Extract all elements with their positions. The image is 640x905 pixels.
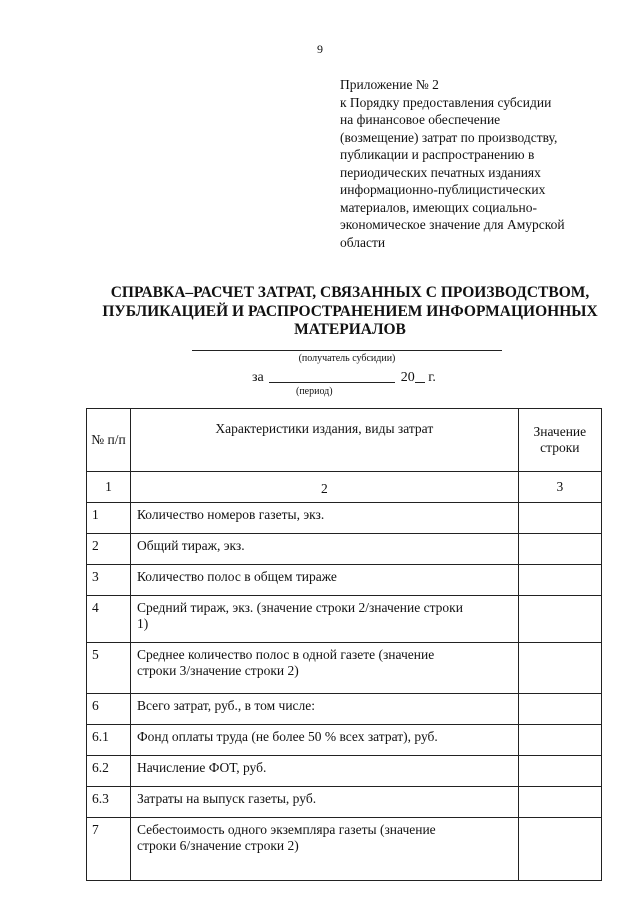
table-row: [87, 725, 602, 756]
header-desc: Характеристики издания, виды затрат: [130, 409, 518, 472]
period-year-prefix: 20: [400, 370, 415, 385]
row-value[interactable]: [518, 756, 601, 787]
row-desc: [130, 694, 518, 725]
row-num: 4: [87, 596, 131, 643]
row-desc: [130, 503, 518, 534]
row-num: 7: [87, 818, 131, 881]
recipient-blank-line[interactable]: [192, 350, 502, 351]
period-blank[interactable]: [269, 368, 395, 383]
row-desc: [130, 787, 518, 818]
row-num: 6.1: [87, 725, 131, 756]
appendix-line: периодических печатных изданиях: [340, 164, 541, 180]
index-cell: 3: [518, 472, 601, 503]
row-value[interactable]: [518, 596, 601, 643]
row-desc: [130, 565, 518, 596]
appendix-line: на финансовое обеспечение: [340, 112, 501, 127]
row-desc-line: Затраты на выпуск газеты, руб.: [136, 791, 317, 806]
period-caption: (период): [296, 386, 333, 397]
row-desc-line: Фонд оплаты труда (не более 50 % всех затрат), руб.: [136, 729, 438, 744]
table-row: [87, 756, 602, 787]
page-number: 9: [317, 42, 323, 56]
header-num: № п/п: [87, 409, 131, 472]
row-value[interactable]: [518, 818, 601, 881]
table-row: [87, 503, 602, 534]
row-num: 2: [87, 534, 131, 565]
row-value[interactable]: [518, 643, 601, 694]
row-num: 5: [87, 643, 131, 694]
row-desc: [130, 756, 518, 787]
row-num: 3: [87, 565, 131, 596]
row-desc: [130, 596, 518, 643]
appendix-line: области: [340, 234, 386, 250]
period-row: [252, 368, 436, 386]
row-desc: [130, 725, 518, 756]
table-row: [87, 565, 602, 596]
row-desc: [130, 643, 518, 694]
period-suffix: г.: [428, 370, 436, 385]
row-num: 6: [87, 694, 131, 725]
row-num: 6.2: [87, 756, 131, 787]
appendix-line: (возмещение) затрат по производству,: [340, 129, 558, 145]
recipient-caption: (получатель субсидии): [298, 353, 396, 364]
row-desc-line: Количество номеров газеты, экз.: [136, 507, 325, 522]
title-line: ПУБЛИКАЦИЕЙ И РАСПРОСТРАНЕНИЕМ ИНФОРМАЦИОННЫХ: [102, 302, 598, 320]
appendix-note: [340, 76, 620, 251]
appendix-line: информационно-публицистических: [340, 182, 546, 197]
row-value[interactable]: [518, 694, 601, 725]
appendix-line: экономическое значение для Амурской: [340, 217, 565, 232]
row-value[interactable]: [518, 725, 601, 756]
table-row: [87, 534, 602, 565]
table-header-row: [87, 409, 602, 472]
document-title: [60, 284, 640, 340]
row-desc-line: Всего затрат, руб., в том числе:: [136, 698, 316, 713]
row-desc-line: Общий тираж, экз.: [136, 538, 245, 553]
title-line: СПРАВКА–РАСЧЕТ ЗАТРАТ, СВЯЗАННЫХ С ПРОИЗВОДСТВОМ,: [110, 284, 590, 301]
row-desc-line: Себестоимость одного экземпляра газеты (значение: [136, 822, 436, 837]
row-desc-line: строки 3/значение строки 2): [136, 663, 299, 678]
table-index-row: [87, 472, 602, 503]
appendix-line: публикации и распространению в: [340, 147, 535, 162]
row-num: 6.3: [87, 787, 131, 818]
table-row: [87, 643, 602, 694]
row-desc-line: строки 6/значение строки 2): [136, 838, 299, 853]
calculation-table: [86, 408, 602, 881]
row-desc-line: Средний тираж, экз. (значение строки 2/значение строки: [136, 600, 463, 615]
row-num: 1: [87, 503, 131, 534]
index-cell: 1: [87, 472, 131, 503]
row-desc: [130, 534, 518, 565]
row-desc: [130, 818, 518, 881]
appendix-line: Приложение № 2: [340, 77, 439, 92]
header-val: Значение строки: [518, 409, 601, 472]
index-cell: 2: [130, 472, 518, 503]
row-value[interactable]: [518, 503, 601, 534]
row-value[interactable]: [518, 565, 601, 596]
period-prefix: за: [252, 370, 264, 385]
title-line: МАТЕРИАЛОВ: [294, 321, 406, 338]
appendix-line: к Порядку предоставления субсидии: [340, 94, 552, 110]
table-row: [87, 596, 602, 643]
row-desc-line: Начисление ФОТ, руб.: [136, 760, 267, 775]
row-value[interactable]: [518, 534, 601, 565]
table-row: [87, 694, 602, 725]
period-year-blank[interactable]: [415, 368, 425, 383]
row-desc-line: Среднее количество полос в одной газете (значение: [136, 647, 435, 662]
row-desc-line: 1): [136, 616, 149, 631]
row-value[interactable]: [518, 787, 601, 818]
appendix-line: материалов, имеющих социально-: [340, 199, 537, 215]
table-row: [87, 787, 602, 818]
row-desc-line: Количество полос в общем тираже: [136, 569, 337, 584]
table-row: [87, 818, 602, 881]
